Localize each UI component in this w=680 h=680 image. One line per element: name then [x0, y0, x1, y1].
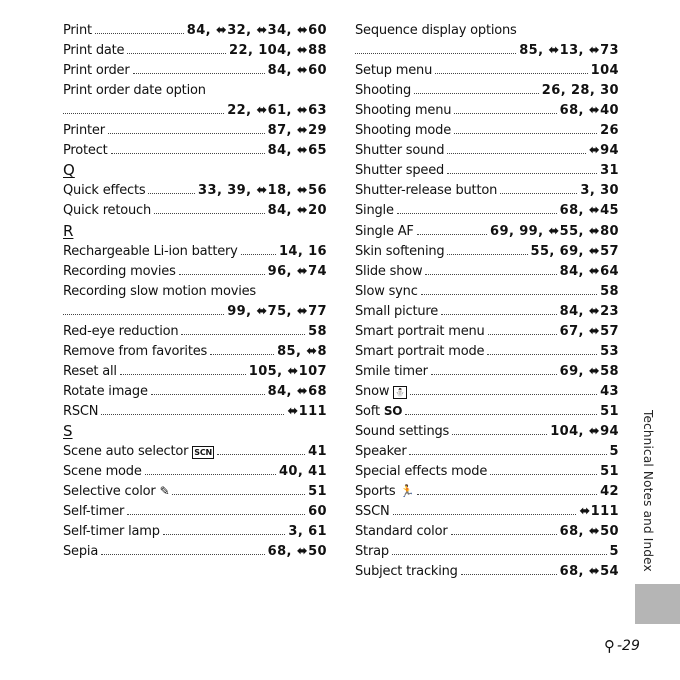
index-term: Quick retouch	[63, 203, 152, 219]
index-entry-continuation	[355, 38, 619, 58]
index-term: Print date	[63, 43, 125, 59]
page-references: 87, ⬌29	[267, 123, 327, 139]
page-references: 26	[600, 123, 619, 139]
index-entry	[355, 499, 619, 519]
page-references: 84, ⬌23	[559, 303, 619, 319]
index-entry	[355, 299, 619, 319]
section-tab	[635, 584, 680, 624]
index-term: Print order	[63, 63, 130, 79]
mode-icon: SCN	[194, 448, 213, 458]
index-term: Scene mode	[63, 464, 142, 480]
index-term: SSCN	[355, 504, 390, 520]
index-term: Remove from favorites	[63, 343, 208, 359]
page-references: 68, ⬌40	[559, 103, 619, 119]
index-entry	[355, 178, 619, 198]
index-entry	[355, 78, 619, 98]
index-entry	[355, 138, 619, 158]
index-entry	[355, 379, 619, 399]
reference-icon: ⚲	[604, 637, 615, 655]
index-term: Snow	[355, 383, 390, 399]
index-term: RSCN	[63, 403, 99, 419]
page-references: 22, ⬌61, ⬌63	[227, 103, 327, 119]
index-entry	[63, 399, 327, 419]
page-references: 58	[600, 283, 619, 299]
index-column-right	[355, 18, 619, 579]
index-term: Skin softening	[355, 243, 445, 259]
index-entry	[355, 419, 619, 439]
dot-leader	[393, 514, 577, 515]
dot-leader	[127, 514, 305, 515]
page-references: 33, 39, ⬌18, ⬌56	[198, 183, 327, 199]
page-references: 68, ⬌50	[267, 544, 327, 560]
page-references: ⬌111	[579, 504, 619, 520]
index-term: Shutter sound	[355, 143, 445, 159]
page-references: 84, ⬌68	[267, 383, 327, 399]
dot-leader	[487, 354, 597, 355]
index-entry	[63, 118, 327, 138]
index-entry	[63, 359, 327, 379]
index-term: Protect	[63, 143, 108, 159]
index-entry	[63, 479, 327, 499]
page-references: ⬌111	[287, 403, 327, 419]
index-entry-heading	[355, 18, 619, 38]
page-references: 43	[600, 383, 619, 399]
dot-leader	[63, 314, 224, 315]
index-entry	[355, 279, 619, 299]
index-entry	[355, 58, 619, 78]
page-references: 14, 16	[278, 243, 327, 259]
index-term: Single AF	[355, 223, 414, 239]
index-entry	[63, 58, 327, 78]
page-references: 42	[600, 484, 619, 500]
dot-leader	[488, 334, 557, 335]
index-term: Setup menu	[355, 63, 433, 79]
mode-icon: 🏃	[399, 484, 415, 499]
page-references: 85, ⬌13, ⬌73	[519, 43, 619, 59]
index-entry	[63, 459, 327, 479]
index-term: Printer	[63, 123, 105, 139]
index-entry	[63, 259, 327, 279]
dot-leader	[120, 374, 246, 375]
index-term: Rotate image	[63, 383, 148, 399]
page-references: 84, ⬌32, ⬌34, ⬌60	[186, 23, 327, 39]
index-entry	[355, 118, 619, 138]
page-references: 96, ⬌74	[267, 263, 327, 279]
dot-leader	[417, 494, 597, 495]
page-references: 84, ⬌65	[267, 143, 327, 159]
dot-leader	[108, 133, 265, 134]
index-term: Smile timer	[355, 363, 428, 379]
index-term: Reset all	[63, 363, 117, 379]
dot-leader	[441, 314, 557, 315]
page-references: 84, ⬌20	[267, 203, 327, 219]
dot-leader	[461, 574, 557, 575]
page-references: 3, 61	[288, 524, 327, 540]
index-term: Speaker	[355, 444, 407, 460]
dot-leader	[451, 534, 557, 535]
index-entry	[63, 18, 327, 38]
page-references: 55, 69, ⬌57	[530, 243, 619, 259]
index-entry	[63, 499, 327, 519]
dot-leader	[179, 274, 265, 275]
index-term: Sound settings	[355, 423, 450, 439]
dot-leader	[111, 153, 265, 154]
dot-leader	[217, 454, 305, 455]
index-entry	[355, 259, 619, 279]
page-references: 104	[590, 63, 619, 79]
index-entry	[63, 178, 327, 198]
index-term: Red-eye reduction	[63, 323, 179, 339]
page-references: ⬌94	[588, 143, 619, 159]
page-references: 41	[308, 444, 327, 460]
dot-leader	[241, 254, 276, 255]
index-entry	[63, 339, 327, 359]
index-term: Sepia	[63, 544, 99, 560]
page-number-text: -29	[617, 638, 640, 654]
index-term: Small picture	[355, 303, 439, 319]
index-entry	[355, 459, 619, 479]
index-entry	[355, 559, 619, 579]
page-references: 84, ⬌60	[267, 63, 327, 79]
index-term: Soft	[355, 403, 380, 419]
page-references: 5	[609, 544, 619, 560]
index-entry	[355, 198, 619, 218]
page-references: 99, ⬌75, ⬌77	[227, 303, 327, 319]
page-references: 22, 104, ⬌88	[229, 43, 327, 59]
dot-leader	[454, 113, 556, 114]
page-references: 68, ⬌45	[559, 203, 619, 219]
dot-leader	[410, 394, 597, 395]
index-term: Shutter speed	[355, 163, 445, 179]
index-term: Strap	[355, 544, 389, 560]
dot-leader	[181, 334, 305, 335]
page-references: 40, 41	[278, 464, 327, 480]
index-entry	[355, 319, 619, 339]
page-references: 84, ⬌64	[559, 263, 619, 279]
index-entry	[355, 439, 619, 459]
section-sidebar-label: Technical Notes and Index	[641, 410, 655, 572]
index-entry-heading	[63, 78, 327, 98]
page-references: 58	[308, 323, 327, 339]
index-entry	[63, 198, 327, 218]
index-entry	[355, 399, 619, 419]
dot-leader	[392, 554, 607, 555]
index-entry	[63, 439, 327, 459]
page-references: 85, ⬌8	[277, 343, 327, 359]
index-term: Slow sync	[355, 283, 418, 299]
index-term: Recording movies	[63, 263, 176, 279]
index-entry	[355, 239, 619, 259]
dot-leader	[447, 173, 597, 174]
dot-leader	[63, 113, 224, 114]
index-letter-heading: R	[63, 221, 74, 240]
dot-leader	[409, 454, 606, 455]
dot-leader	[454, 133, 597, 134]
index-entry	[63, 379, 327, 399]
index-term: Self-timer lamp	[63, 524, 160, 540]
dot-leader	[452, 434, 547, 435]
index-entry-continuation	[63, 98, 327, 118]
dot-leader	[133, 73, 265, 74]
index-term: Shooting menu	[355, 103, 452, 119]
dot-leader	[101, 554, 265, 555]
page-references: 51	[600, 403, 619, 419]
index-entry-heading	[63, 279, 327, 299]
dot-leader	[490, 474, 597, 475]
dot-leader	[421, 294, 597, 295]
dot-leader	[425, 274, 556, 275]
index-letter-heading: Q	[63, 161, 75, 180]
index-term: Single	[355, 203, 394, 219]
dot-leader	[101, 414, 284, 415]
index-term: Subject tracking	[355, 564, 458, 580]
dot-leader	[154, 213, 265, 214]
page-references: 60	[308, 504, 327, 520]
dot-leader	[127, 53, 226, 54]
page-references: 105, ⬌107	[248, 363, 327, 379]
index-term: Shutter-release button	[355, 183, 498, 199]
index-entry	[63, 539, 327, 559]
index-entry	[63, 38, 327, 58]
index-entry	[63, 519, 327, 539]
index-entry	[355, 359, 619, 379]
index-entry-continuation	[63, 299, 327, 319]
index-term: Sports	[355, 484, 396, 500]
dot-leader	[500, 193, 577, 194]
index-entry	[355, 339, 619, 359]
index-term: Smart portrait menu	[355, 323, 485, 339]
dot-leader	[148, 193, 195, 194]
index-term: Shooting mode	[355, 123, 451, 139]
index-letter-heading: S	[63, 421, 73, 440]
dot-leader	[163, 534, 286, 535]
dot-leader	[145, 474, 276, 475]
dot-leader	[435, 73, 588, 74]
page-references: 69, ⬌58	[559, 363, 619, 379]
dot-leader	[397, 213, 557, 214]
page-references: 3, 30	[580, 183, 619, 199]
dot-leader	[405, 414, 597, 415]
page-references: 51	[308, 484, 327, 500]
index-term: Recording slow motion movies	[63, 283, 256, 299]
index-entry	[63, 239, 327, 259]
dot-leader	[447, 254, 527, 255]
index-term: Slide show	[355, 263, 423, 279]
page-references: 51	[600, 464, 619, 480]
index-entry	[355, 539, 619, 559]
index-term: Shooting	[355, 83, 411, 99]
index-entry	[355, 519, 619, 539]
index-term: Scene auto selector	[63, 444, 189, 460]
index-term: Quick effects	[63, 183, 146, 199]
index-term: Self-timer	[63, 504, 125, 520]
mode-icon: SO	[383, 403, 403, 418]
index-term: Rechargeable Li-ion battery	[63, 243, 238, 259]
mode-icon: ⛄	[395, 387, 406, 397]
dot-leader	[355, 53, 516, 54]
dot-leader	[431, 374, 557, 375]
page-references: 68, ⬌54	[559, 564, 619, 580]
dot-leader	[447, 153, 586, 154]
page-references: 104, ⬌94	[550, 423, 619, 439]
index-entry	[355, 98, 619, 118]
dot-leader	[172, 494, 305, 495]
dot-leader	[151, 394, 265, 395]
index-term: Smart portrait mode	[355, 343, 485, 359]
index-entry	[63, 138, 327, 158]
page-references: 67, ⬌57	[559, 323, 619, 339]
index-column-left	[63, 18, 327, 559]
page-references: 5	[609, 444, 619, 460]
page-references: 68, ⬌50	[559, 524, 619, 540]
page-references: 53	[600, 343, 619, 359]
index-term: Standard color	[355, 524, 448, 540]
dot-leader	[95, 33, 184, 34]
page-references: 31	[600, 163, 619, 179]
index-term: Special effects mode	[355, 464, 488, 480]
index-term: Selective color	[63, 484, 156, 500]
dot-leader	[210, 354, 274, 355]
index-term: Sequence display options	[355, 23, 517, 39]
mode-icon: ✎	[159, 484, 170, 499]
index-entry	[355, 158, 619, 178]
page-references: 69, 99, ⬌55, ⬌80	[490, 223, 619, 239]
index-term: Print	[63, 23, 92, 39]
page-number	[604, 637, 640, 655]
index-entry	[355, 479, 619, 499]
dot-leader	[414, 93, 539, 94]
index-entry	[63, 319, 327, 339]
page-references: 26, 28, 30	[541, 83, 619, 99]
index-term: Print order date option	[63, 83, 206, 99]
dot-leader	[417, 234, 487, 235]
index-entry	[355, 218, 619, 238]
